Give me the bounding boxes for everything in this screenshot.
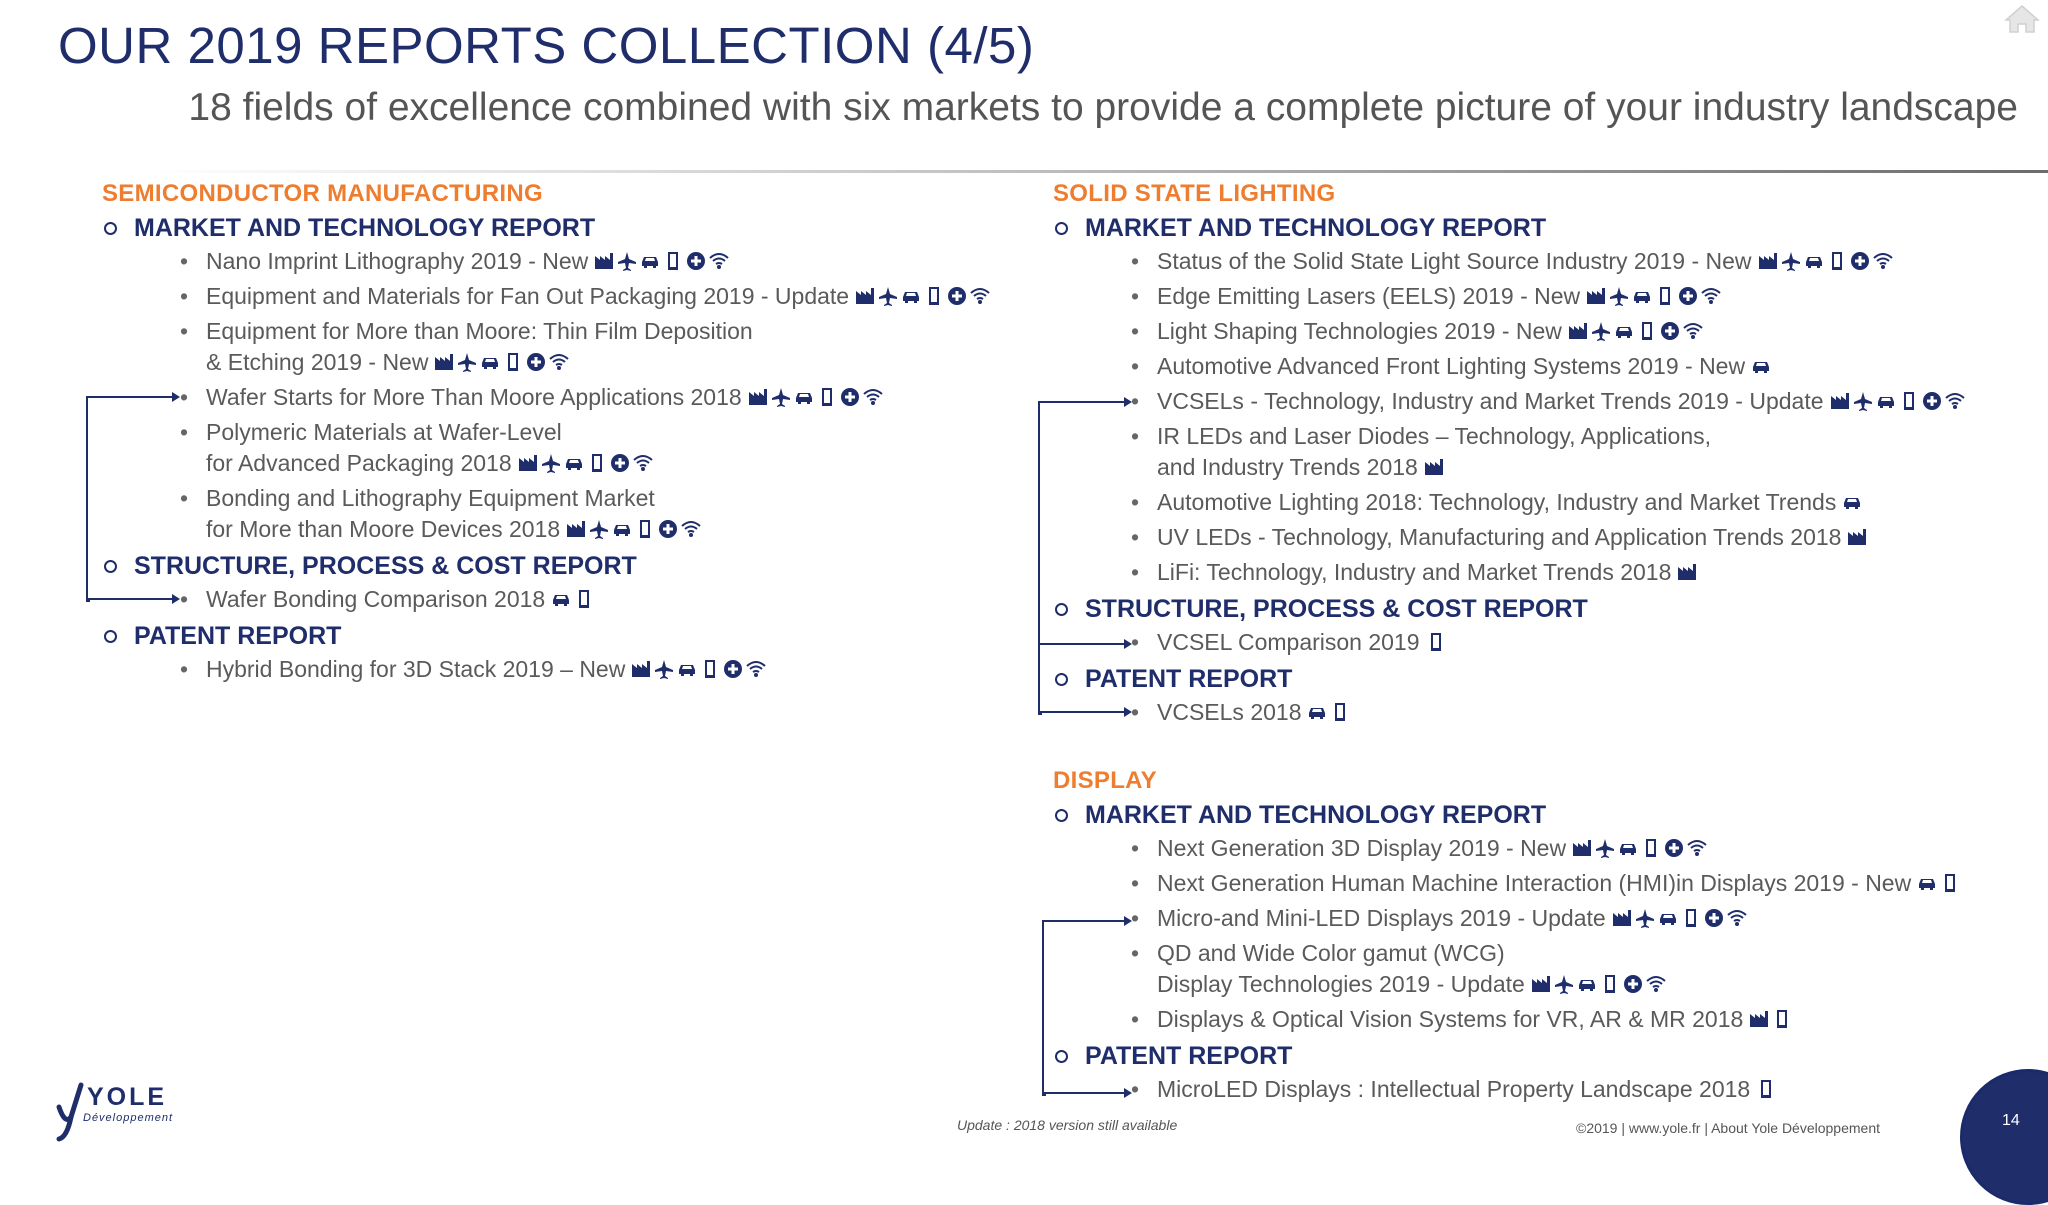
- report-title: VCSELs 2018: [1157, 699, 1302, 725]
- mobile-icon: [700, 659, 720, 679]
- home-icon[interactable]: [2004, 4, 2040, 34]
- report-title: Automotive Lighting 2018: Technology, Industry and Market Trends: [1157, 489, 1837, 515]
- semiconductor-column: [102, 177, 1022, 705]
- aerospace-icon: [771, 387, 791, 407]
- report-title: Polymeric Materials at Wafer-Level: [206, 419, 562, 445]
- mobile-icon: [587, 453, 607, 473]
- section-title: DISPLAY: [1053, 767, 1157, 794]
- industrial-icon: [1749, 1009, 1769, 1029]
- automotive-icon: [901, 286, 921, 306]
- mobile-icon: [1899, 391, 1919, 411]
- report-item[interactable]: [1129, 246, 2033, 277]
- telecom-icon: [709, 251, 729, 271]
- bullet-icon: •: [1131, 388, 1140, 414]
- report-list: [102, 654, 1022, 685]
- report-title: VCSELs - Technology, Industry and Market Trends 2019 - Update: [1157, 388, 1824, 414]
- report-type-label: PATENT REPORT: [1085, 665, 1293, 693]
- report-type-heading: [102, 619, 1022, 654]
- report-type-label: MARKET AND TECHNOLOGY REPORT: [1085, 801, 1547, 829]
- medical-icon: [1850, 251, 1870, 271]
- report-title: Bonding and Lithography Equipment Market: [206, 485, 655, 511]
- automotive-icon: [1842, 492, 1862, 512]
- telecom-icon: [681, 519, 701, 539]
- telecom-icon: [633, 453, 653, 473]
- report-item[interactable]: [1129, 868, 2033, 899]
- section-title: SEMICONDUCTOR MANUFACTURING: [102, 180, 543, 207]
- automotive-icon: [1876, 391, 1896, 411]
- report-item[interactable]: [1129, 697, 2033, 728]
- bullet-icon: •: [180, 586, 189, 612]
- update-arrow: [1042, 920, 1130, 922]
- bullet-icon: •: [1131, 835, 1140, 861]
- report-list: [1053, 246, 2033, 588]
- mobile-icon: [1827, 251, 1847, 271]
- report-type-heading: [102, 549, 1022, 584]
- aerospace-icon: [589, 519, 609, 539]
- report-item[interactable]: [178, 246, 1022, 277]
- bullet-icon: •: [1131, 699, 1140, 725]
- report-list: [1053, 627, 2033, 658]
- mobile-icon: [1637, 321, 1657, 341]
- automotive-icon: [1632, 286, 1652, 306]
- aerospace-icon: [1554, 974, 1574, 994]
- bullet-icon: •: [1131, 318, 1140, 344]
- telecom-icon: [1646, 974, 1666, 994]
- report-item[interactable]: [178, 584, 1022, 615]
- report-title: Next Generation 3D Display 2019 - New: [1157, 835, 1567, 861]
- page-title: OUR 2019 REPORTS COLLECTION (4/5): [58, 17, 1035, 74]
- report-list: [1053, 1074, 2033, 1105]
- bullet-icon: •: [180, 283, 189, 309]
- update-bracket: [1038, 401, 1042, 715]
- aerospace-icon: [1595, 838, 1615, 858]
- telecom-icon: [1873, 251, 1893, 271]
- industrial-icon: [1572, 838, 1592, 858]
- industrial-icon: [748, 387, 768, 407]
- report-list: [1053, 833, 2033, 1035]
- aerospace-icon: [1591, 321, 1611, 341]
- report-title: Micro-and Mini-LED Displays 2019 - Update: [1157, 905, 1606, 931]
- report-item[interactable]: [178, 654, 1022, 685]
- page-number: 14: [2002, 1112, 2020, 1129]
- report-item[interactable]: [178, 281, 1022, 312]
- industrial-icon: [1847, 527, 1867, 547]
- report-type-label: STRUCTURE, PROCESS & COST REPORT: [1085, 595, 1588, 623]
- medical-icon: [610, 453, 630, 473]
- report-item[interactable]: [1129, 938, 2033, 1000]
- page-subtitle: 18 fields of excellence combined with six markets to provide a complete picture of your industry landscape: [188, 86, 2018, 129]
- circle-bullet-icon: [104, 630, 117, 643]
- bullet-icon: •: [180, 318, 189, 344]
- update-arrow: [1038, 643, 1130, 645]
- section-title: SOLID STATE LIGHTING: [1053, 180, 1336, 207]
- report-title: Nano Imprint Lithography 2019 - New: [206, 248, 589, 274]
- telecom-icon: [549, 352, 569, 372]
- medical-icon: [1922, 391, 1942, 411]
- bullet-icon: •: [1131, 524, 1140, 550]
- report-item[interactable]: [1129, 903, 2033, 934]
- telecom-icon: [863, 387, 883, 407]
- automotive-icon: [1658, 908, 1678, 928]
- report-title: Wafer Starts for More Than Moore Applications 2018: [206, 384, 742, 410]
- industrial-icon: [518, 453, 538, 473]
- medical-icon: [1660, 321, 1680, 341]
- report-title: UV LEDs - Technology, Manufacturing and Application Trends 2018: [1157, 524, 1842, 550]
- report-item[interactable]: [1129, 316, 2033, 347]
- update-arrow: [1038, 401, 1130, 403]
- automotive-icon: [480, 352, 500, 372]
- update-footnote: Update : 2018 version still available: [957, 1117, 1178, 1133]
- report-item[interactable]: [178, 417, 1022, 479]
- automotive-icon: [794, 387, 814, 407]
- medical-icon: [686, 251, 706, 271]
- report-title: Equipment for More than Moore: Thin Film Deposition: [206, 318, 753, 344]
- mobile-icon: [924, 286, 944, 306]
- report-title: Status of the Solid State Light Source Industry 2019 - New: [1157, 248, 1752, 274]
- report-type-heading: [1053, 592, 2033, 627]
- circle-bullet-icon: [1055, 1050, 1068, 1063]
- report-title: Display Technologies 2019 - Update: [1157, 971, 1525, 997]
- report-item[interactable]: [1129, 351, 2033, 382]
- aerospace-icon: [654, 659, 674, 679]
- telecom-icon: [1683, 321, 1703, 341]
- report-title: & Etching 2019 - New: [206, 349, 429, 375]
- report-type-label: PATENT REPORT: [134, 622, 342, 650]
- update-arrow: [1038, 711, 1130, 713]
- mobile-icon: [1330, 702, 1350, 722]
- report-title: for More than Moore Devices 2018: [206, 516, 561, 542]
- report-item[interactable]: [1129, 522, 2033, 553]
- mobile-icon: [1655, 286, 1675, 306]
- bullet-icon: •: [180, 656, 189, 682]
- aerospace-icon: [878, 286, 898, 306]
- report-item[interactable]: [1129, 833, 2033, 864]
- report-title: MicroLED Displays : Intellectual Property Landscape 2018: [1157, 1076, 1751, 1102]
- yole-logo-mark-icon: [55, 1077, 87, 1143]
- bullet-icon: •: [1131, 870, 1140, 896]
- report-title: LiFi: Technology, Industry and Market Trends 2018: [1157, 559, 1672, 585]
- report-item[interactable]: [1129, 421, 2033, 483]
- report-title: and Industry Trends 2018: [1157, 454, 1418, 480]
- report-type-heading: [1053, 662, 2033, 697]
- report-item[interactable]: [178, 316, 1022, 378]
- report-type-label: PATENT REPORT: [1085, 1042, 1293, 1070]
- update-arrow: [86, 396, 178, 398]
- circle-bullet-icon: [104, 560, 117, 573]
- report-type-label: STRUCTURE, PROCESS & COST REPORT: [134, 552, 637, 580]
- industrial-icon: [434, 352, 454, 372]
- aerospace-icon: [541, 453, 561, 473]
- lighting-display-column: [1053, 177, 2033, 1125]
- medical-icon: [947, 286, 967, 306]
- bullet-icon: •: [1131, 905, 1140, 931]
- mobile-icon: [1772, 1009, 1792, 1029]
- medical-icon: [723, 659, 743, 679]
- automotive-icon: [1751, 356, 1771, 376]
- bullet-icon: •: [1131, 248, 1140, 274]
- industrial-icon: [1830, 391, 1850, 411]
- automotive-icon: [677, 659, 697, 679]
- industrial-icon: [855, 286, 875, 306]
- automotive-icon: [564, 453, 584, 473]
- circle-bullet-icon: [1055, 673, 1068, 686]
- mobile-icon: [503, 352, 523, 372]
- report-title: Equipment and Materials for Fan Out Packaging 2019 - Update: [206, 283, 850, 309]
- report-type-label: MARKET AND TECHNOLOGY REPORT: [134, 214, 596, 242]
- medical-icon: [658, 519, 678, 539]
- industrial-icon: [594, 251, 614, 271]
- update-arrow: [86, 598, 178, 600]
- mobile-icon: [1940, 873, 1960, 893]
- bullet-icon: •: [1131, 1076, 1140, 1102]
- circle-bullet-icon: [1055, 809, 1068, 822]
- report-item[interactable]: [178, 382, 1022, 413]
- bullet-icon: •: [180, 384, 189, 410]
- report-item[interactable]: [1129, 1074, 2033, 1105]
- bullet-icon: •: [1131, 559, 1140, 585]
- mobile-icon: [1426, 632, 1446, 652]
- automotive-icon: [551, 589, 571, 609]
- bullet-icon: •: [1131, 489, 1140, 515]
- medical-icon: [1623, 974, 1643, 994]
- industrial-icon: [1586, 286, 1606, 306]
- automotive-icon: [640, 251, 660, 271]
- circle-bullet-icon: [1055, 222, 1068, 235]
- report-item[interactable]: [1129, 386, 2033, 417]
- medical-icon: [526, 352, 546, 372]
- update-bracket: [1042, 920, 1046, 1096]
- industrial-icon: [1424, 457, 1444, 477]
- mobile-icon: [663, 251, 683, 271]
- aerospace-icon: [1781, 251, 1801, 271]
- report-title: Automotive Advanced Front Lighting Systems 2019 - New: [1157, 353, 1746, 379]
- aerospace-icon: [1635, 908, 1655, 928]
- aerospace-icon: [1609, 286, 1629, 306]
- report-title: IR LEDs and Laser Diodes – Technology, Applications,: [1157, 423, 1712, 449]
- telecom-icon: [1727, 908, 1747, 928]
- telecom-icon: [1687, 838, 1707, 858]
- report-item[interactable]: [1129, 1004, 2033, 1035]
- telecom-icon: [1701, 286, 1721, 306]
- mobile-icon: [817, 387, 837, 407]
- industrial-icon: [1568, 321, 1588, 341]
- report-type-heading: [102, 211, 1022, 246]
- report-type-heading: [1053, 211, 2033, 246]
- bullet-icon: •: [1131, 353, 1140, 379]
- aerospace-icon: [617, 251, 637, 271]
- industrial-icon: [566, 519, 586, 539]
- circle-bullet-icon: [1055, 603, 1068, 616]
- report-title: Next Generation Human Machine Interaction (HMI)in Displays 2019 - New: [1157, 870, 1912, 896]
- update-arrow: [1042, 1092, 1130, 1094]
- automotive-icon: [1614, 321, 1634, 341]
- report-title: Displays & Optical Vision Systems for VR, AR & MR 2018: [1157, 1006, 1744, 1032]
- bullet-icon: •: [1131, 940, 1140, 966]
- automotive-icon: [1804, 251, 1824, 271]
- industrial-icon: [1531, 974, 1551, 994]
- header-divider: [150, 170, 2048, 173]
- report-title: Light Shaping Technologies 2019 - New: [1157, 318, 1562, 344]
- report-type-heading: [1053, 798, 2033, 833]
- telecom-icon: [1945, 391, 1965, 411]
- mobile-icon: [1681, 908, 1701, 928]
- report-title: QD and Wide Color gamut (WCG): [1157, 940, 1505, 966]
- mobile-icon: [574, 589, 594, 609]
- report-list: [102, 584, 1022, 615]
- mobile-icon: [1600, 974, 1620, 994]
- aerospace-icon: [457, 352, 477, 372]
- automotive-icon: [1618, 838, 1638, 858]
- industrial-icon: [631, 659, 651, 679]
- bullet-icon: •: [1131, 423, 1140, 449]
- report-title: VCSEL Comparison 2019: [1157, 629, 1420, 655]
- circle-bullet-icon: [104, 222, 117, 235]
- industrial-icon: [1677, 562, 1697, 582]
- mobile-icon: [635, 519, 655, 539]
- automotive-icon: [1307, 702, 1327, 722]
- report-type-label: MARKET AND TECHNOLOGY REPORT: [1085, 214, 1547, 242]
- bullet-icon: •: [180, 419, 189, 445]
- mobile-icon: [1756, 1079, 1776, 1099]
- logo-name: YOLE: [87, 1083, 168, 1111]
- report-title: Edge Emitting Lasers (EELS) 2019 - New: [1157, 283, 1581, 309]
- medical-icon: [1704, 908, 1724, 928]
- industrial-icon: [1758, 251, 1778, 271]
- medical-icon: [1678, 286, 1698, 306]
- automotive-icon: [1917, 873, 1937, 893]
- industrial-icon: [1612, 908, 1632, 928]
- telecom-icon: [746, 659, 766, 679]
- bullet-icon: •: [1131, 283, 1140, 309]
- report-title: for Advanced Packaging 2018: [206, 450, 512, 476]
- medical-icon: [1664, 838, 1684, 858]
- report-item[interactable]: [1129, 487, 2033, 518]
- bullet-icon: •: [180, 248, 189, 274]
- automotive-icon: [1577, 974, 1597, 994]
- report-title: Hybrid Bonding for 3D Stack 2019 – New: [206, 656, 626, 682]
- report-item[interactable]: [178, 483, 1022, 545]
- bullet-icon: •: [180, 485, 189, 511]
- update-bracket: [86, 396, 90, 602]
- logo-subtitle: Développement: [83, 1112, 174, 1124]
- aerospace-icon: [1853, 391, 1873, 411]
- mobile-icon: [1641, 838, 1661, 858]
- report-item[interactable]: [1129, 627, 2033, 658]
- report-item[interactable]: [1129, 557, 2033, 588]
- telecom-icon: [970, 286, 990, 306]
- medical-icon: [840, 387, 860, 407]
- bullet-icon: •: [1131, 1006, 1140, 1032]
- report-title: Wafer Bonding Comparison 2018: [206, 586, 546, 612]
- automotive-icon: [612, 519, 632, 539]
- report-item[interactable]: [1129, 281, 2033, 312]
- report-type-heading: [1053, 1039, 2033, 1074]
- report-list: [1053, 697, 2033, 728]
- footer-copyright[interactable]: ©2019 | www.yole.fr | About Yole Développement: [1576, 1120, 1881, 1136]
- bullet-icon: •: [1131, 629, 1140, 655]
- yole-logo: [55, 1077, 195, 1145]
- report-list: [102, 246, 1022, 545]
